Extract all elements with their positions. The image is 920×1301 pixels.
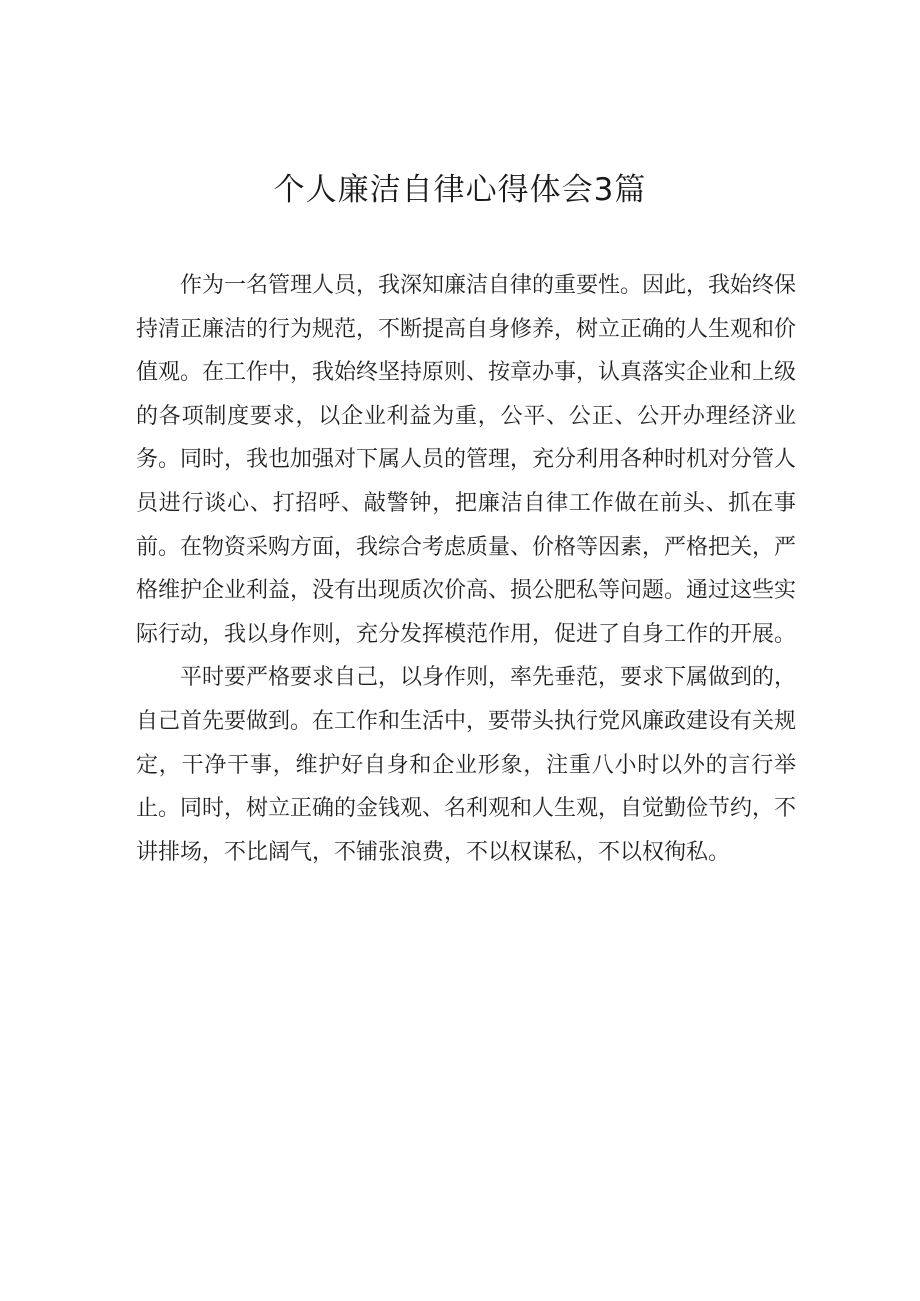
paragraph-1: 作为一名管理人员，我深知廉洁自律的重要性。因此，我始终保持清正廉洁的行为规范，不断提高自身修养，树立正确的人生观和价值观。在工作中，我始终坚持原则、按章办事，认真落实企业和上级的各项制度要求，以企业利益为重，公平、公正、公开办理经济业务。同时，我也加强对下属人员的管理，充分利用各种时机对分管人员进行谈心、打招呼、敲警钟，把廉洁自律工作做在前头、抓在事前。在物资采购方面，我综合考虑质量、价格等因素，严格把关，严格维护企业利益，没有出现质次价高、损公肥私等问题。通过这些实际行动，我以身作则，充分发挥模范作用，促进了自身工作的开展。: [136, 273, 797, 647]
document-body: [136, 264, 796, 874]
paragraph-2: 平时要严格要求自己，以身作则，率先垂范，要求下属做到的，自己首先要做到。在工作和生活中，要带头执行党风廉政建设有关规定，干净干事，维护好自身和企业形象，注重八小时以外的言行举止。同时，树立正确的金钱观、名利观和人生观，自觉勤俭节约，不讲排场，不比阔气，不铺张浪费，不以权谋私，不以权徇私。: [136, 665, 797, 865]
document-title: 个人廉洁自律心得体会3篇: [273, 172, 647, 208]
